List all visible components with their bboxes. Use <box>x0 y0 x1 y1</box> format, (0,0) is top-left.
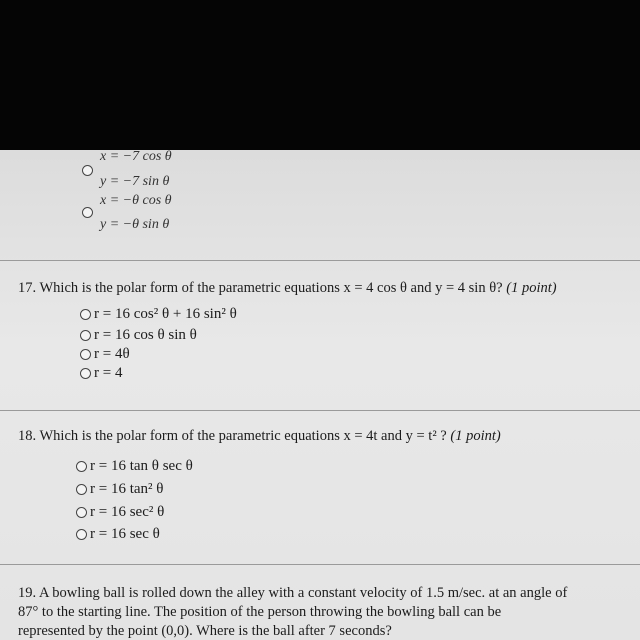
q19-line-1: 19. A bowling ball is rolled down the alley with a constant velocity of 1.5 m/sec. at an angle of <box>18 585 568 601</box>
q18-option-4-label: r = 16 sec θ <box>90 526 160 542</box>
q17-option-3[interactable] <box>80 346 130 363</box>
q17-prompt <box>18 280 557 297</box>
q18-option-2[interactable] <box>76 481 163 498</box>
q18-option-2-label: r = 16 tan² θ <box>90 481 164 497</box>
q17-points: (1 point) <box>506 280 557 296</box>
radio-icon[interactable] <box>76 507 87 518</box>
prev-option-b-radio[interactable] <box>82 207 93 218</box>
radio-icon[interactable] <box>80 349 91 360</box>
q17-text: 17. Which is the polar form of the parametric equations x = 4 cos θ and y = 4 sin θ? <box>18 280 503 296</box>
prev-option-a-radio[interactable] <box>82 165 93 176</box>
q17-option-3-label: r = 4θ <box>94 346 130 362</box>
q17-option-2-label: r = 16 cos θ sin θ <box>94 327 197 343</box>
q19-line-3: represented by the point (0,0). Where is the ball after 7 seconds? <box>18 623 392 639</box>
q17-option-4-label: r = 4 <box>94 365 123 381</box>
q19-prompt <box>18 584 628 640</box>
q18-option-3[interactable] <box>76 504 164 521</box>
prev-option-b-line2: y = −θ sin θ <box>100 217 170 232</box>
prev-option-b-line1: x = −θ cos θ <box>100 193 172 208</box>
q18-option-1-label: r = 16 tan θ sec θ <box>90 458 193 474</box>
q18-points: (1 point) <box>450 428 501 444</box>
q17-option-2[interactable] <box>80 327 197 344</box>
q17-option-1-label: r = 16 cos² θ + 16 sin² θ <box>94 306 237 322</box>
prev-option-a-line2: y = −7 sin θ <box>100 174 170 189</box>
radio-icon[interactable] <box>80 309 91 320</box>
radio-icon[interactable] <box>76 484 87 495</box>
quiz-page <box>0 150 640 640</box>
screen-bezel <box>0 0 640 150</box>
divider <box>0 410 640 411</box>
radio-icon[interactable] <box>76 529 87 540</box>
radio-icon[interactable] <box>80 330 91 341</box>
q19-line-2: 87° to the starting line. The position of the person throwing the bowling ball can be <box>18 604 502 620</box>
prev-option-a-line1: x = −7 cos θ <box>100 150 172 164</box>
q18-option-3-label: r = 16 sec² θ <box>90 504 165 520</box>
q18-option-1[interactable] <box>76 458 193 475</box>
radio-icon[interactable] <box>80 368 91 379</box>
divider <box>0 260 640 261</box>
divider <box>0 564 640 565</box>
q17-option-4[interactable] <box>80 365 122 382</box>
q18-option-4[interactable] <box>76 526 160 543</box>
radio-icon[interactable] <box>76 461 87 472</box>
q17-option-1[interactable] <box>80 306 237 323</box>
q18-prompt <box>18 428 501 445</box>
q18-text: 18. Which is the polar form of the parametric equations x = 4t and y = t² ? <box>18 428 447 444</box>
